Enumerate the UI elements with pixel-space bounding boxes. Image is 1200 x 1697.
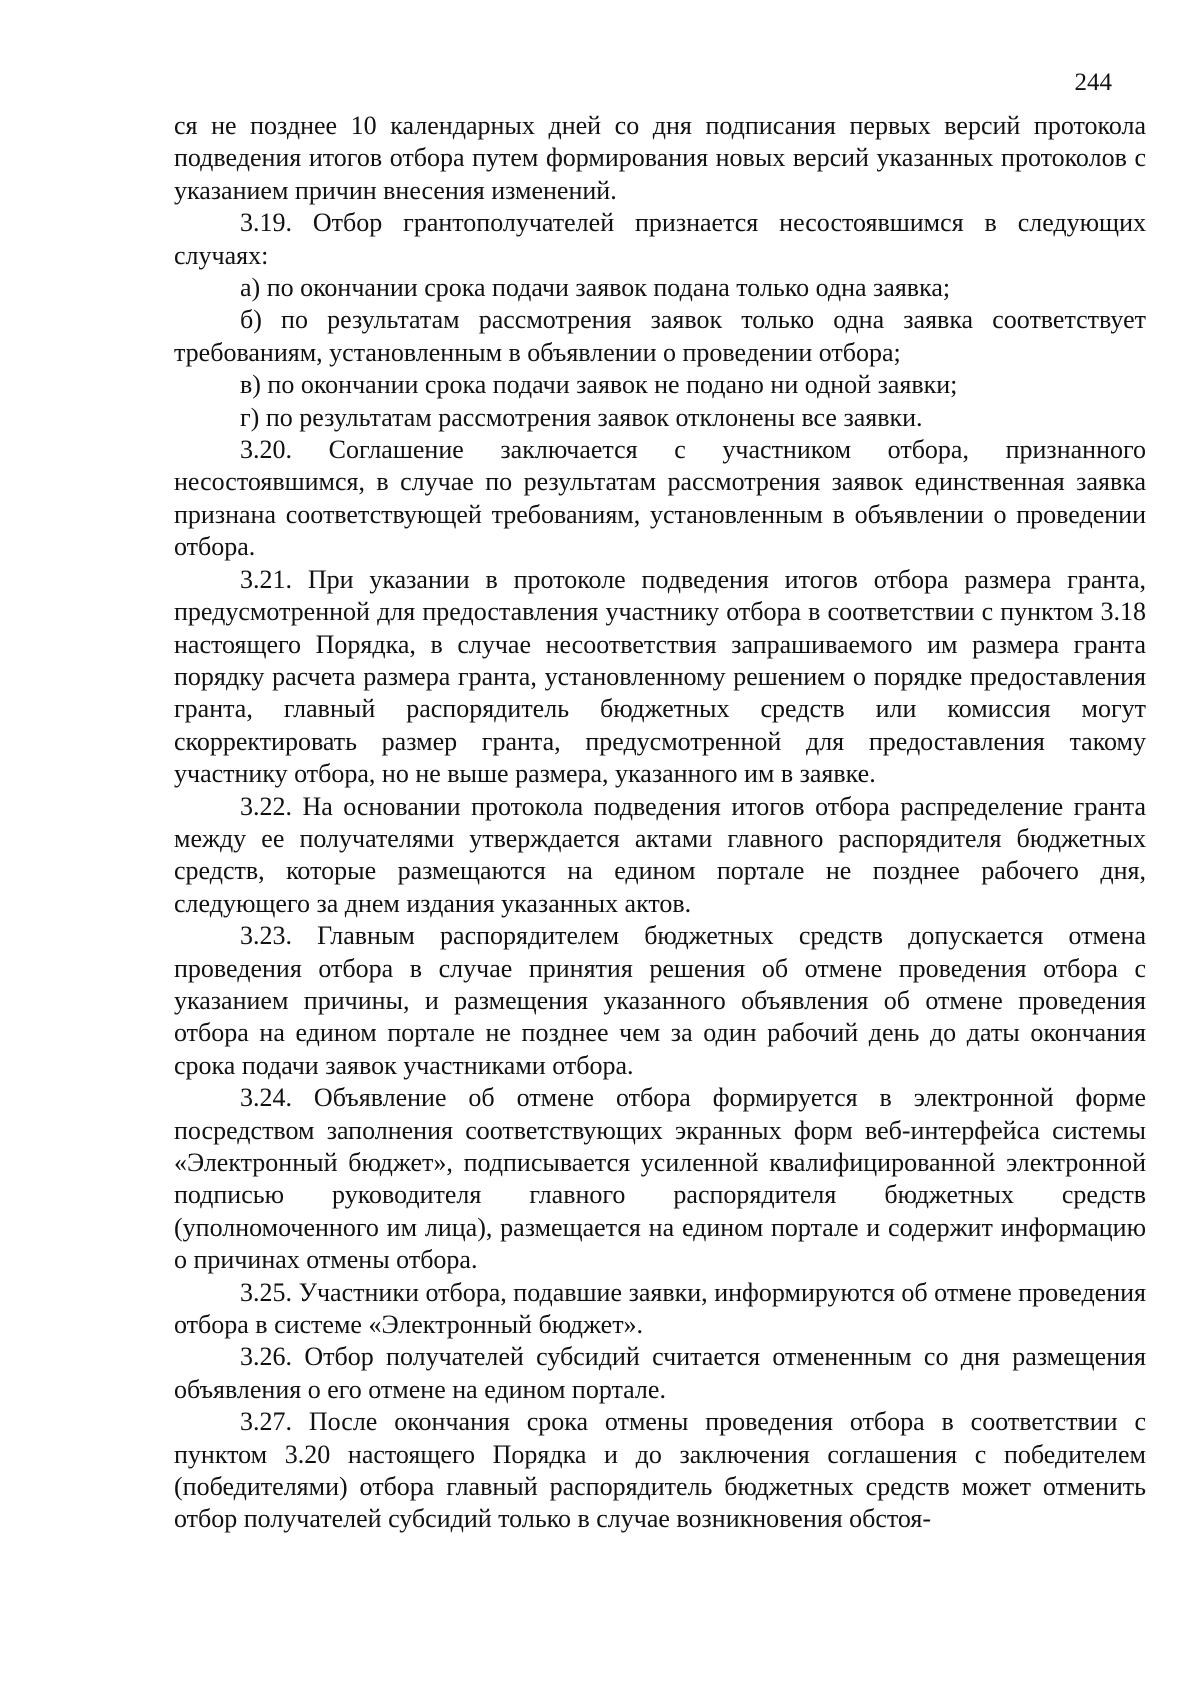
paragraph-3-20: 3.20. Соглашение заключается с участником отбора, признанного несостоявшимся, в случае по результатам рассмотрения заявок единственная заявка признана соответствующей требованиям, установленным в объявлении о проведении отбора. bbox=[174, 435, 1146, 562]
paragraph-3-25: 3.25. Участники отбора, подавшие заявки, информируются об отмене проведения отбора в системе «Электронный бюджет». bbox=[174, 1277, 1146, 1340]
paragraph-3-21: 3.21. При указании в протоколе подведения итогов отбора размера гранта, предусмотренной для предоставления участнику отбора в соответствии с пунктом 3.18 настоящего Порядка, в случае несоответствия запрашиваемого им размера гранта порядку расчета размера гранта, установленному решением о порядке предоставления гранта, главный распорядитель бюджетных средств или комиссия могут скорректировать размер гранта, предусмотренной для предоставления такому участнику отбора, но не выше размера, указанного им в заявке. bbox=[174, 564, 1146, 789]
paragraph-3-27: 3.27. После окончания срока отмены проведения отбора в соответствии с пунктом 3.20 настоящего Порядка и до заключения соглашения с победителем (победителями) отбора главный распорядитель бюджетных средств может отменить отбор получателей субсидий только в случае возникновения обстоя- bbox=[174, 1407, 1146, 1534]
paragraph-3-22: 3.22. На основании протокола подведения итогов отбора распределение гранта между ее получателями утверждается актами главного распорядителя бюджетных средств, которые размещаются на едином портале не позднее рабочего дня, следующего за днем издания указанных актов. bbox=[174, 791, 1146, 918]
paragraph-3-19-b: б) по результатам рассмотрения заявок только одна заявка соответствует требованиям, установленным в объявлении о проведении отбора; bbox=[174, 305, 1146, 367]
paragraph-3-24: 3.24. Объявление об отмене отбора формируется в электронной форме посредством заполнения соответствующих экранных форм веб-интерфейса системы «Электронный бюджет», подписывается усиленной квалифицированной электронной подписью руководителя главного распорядителя бюджетных средств (уполномоченного им лица), размещается на едином портале и содержит информацию о причинах отмены отбора. bbox=[174, 1083, 1146, 1275]
paragraph-3-19-v: в) по окончании срока подачи заявок не подано ни одной заявки; bbox=[240, 370, 958, 400]
paragraph-3-26: 3.26. Отбор получателей субсидий считается отмененным со дня размещения объявления о его отмене на едином портале. bbox=[174, 1342, 1146, 1404]
paragraph-3-19-g: г) по результатам рассмотрения заявок отклонены все заявки. bbox=[240, 402, 923, 432]
document-body bbox=[174, 110, 1146, 1536]
paragraph-3-19-a: а) по окончании срока подачи заявок подана только одна заявка; bbox=[240, 273, 951, 303]
paragraph-continuation: ся не позднее 10 календарных дней со дня подписания первых версий протокола подведения итогов отбора путем формирования новых версий указанных протоколов с указанием причин внесения изменений. bbox=[174, 111, 1146, 205]
paragraph-3-19: 3.19. Отбор грантополучателей признается несостоявшимся в следующих случаях: bbox=[174, 208, 1146, 270]
page-number: 244 bbox=[1074, 69, 1112, 96]
paragraph-3-23: 3.23. Главным распорядителем бюджетных средств допускается отмена проведения отбора в случае принятия решения об отмене проведения отбора с указанием причины, и размещения указанного объявления об отмене проведения отбора на едином портале не позднее чем за один рабочий день до даты окончания срока подачи заявок участниками отбора. bbox=[174, 921, 1146, 1080]
